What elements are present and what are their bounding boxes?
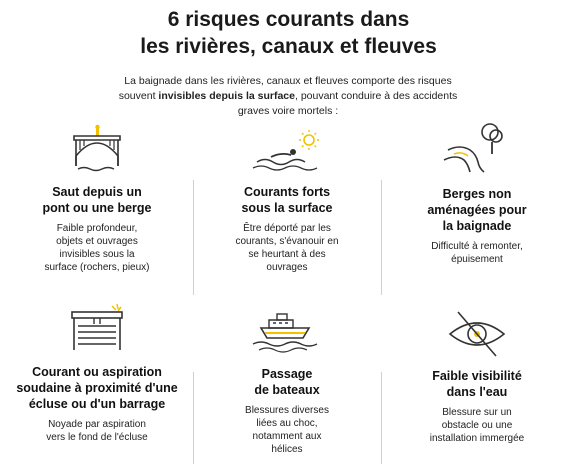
title-line-1: 6 risques courants dans <box>167 8 410 31</box>
title-line-2: les rivières, canaux et fleuves <box>140 35 437 58</box>
intro-paragraph <box>118 74 458 119</box>
crossed-eye-icon <box>442 308 512 358</box>
risk-description: Difficulté à remonter, épuisement <box>431 241 523 265</box>
risk-title: Courant ou aspiration soudaine à proximité d'une écluse ou d'un barrage <box>16 365 178 411</box>
risk-description: Être déporté par les courants, s'évanouir en se heurtant à des ouvrages <box>235 223 339 273</box>
risk-title: Faible visibilité dans l'eau <box>432 369 522 399</box>
risk-title: Passage de bateaux <box>254 367 320 397</box>
intro-text-2: , pouvant conduire à des accidents graves voire mortels : <box>237 90 458 117</box>
intro-text-1: La baignade dans les rivières, canaux et fleuves comporte des risques souvent <box>118 75 452 102</box>
risk-card-lock <box>2 304 192 444</box>
swimmer-current-icon <box>247 124 327 174</box>
risk-title: Berges non aménagées pour la baignade <box>427 187 527 233</box>
lock-gate-icon <box>62 304 132 354</box>
bridge-icon <box>62 124 132 174</box>
riverbank-tree-icon <box>442 120 512 174</box>
risk-title: Saut depuis un pont ou une berge <box>42 185 152 215</box>
risk-description: Noyade par aspiration vers le fond de l'écluse <box>46 419 148 443</box>
risk-description: Blessure sur un obstacle ou une installation immergée <box>429 407 525 444</box>
intro-bold: invisibles depuis la surface <box>158 90 295 102</box>
risk-card-jump <box>2 124 192 274</box>
page-title <box>0 6 577 60</box>
risk-title: Courants forts sous la surface <box>241 185 333 215</box>
boat-icon <box>247 310 327 354</box>
risk-description: Blessures diverses liées au choc, notamment aux hélices <box>245 405 329 455</box>
risk-card-banks <box>382 120 572 266</box>
risk-card-visibility <box>382 308 572 445</box>
risk-card-currents <box>192 124 382 274</box>
risk-description: Faible profondeur, objets et ouvrages invisibles sous la surface (rochers, pieux) <box>44 223 150 273</box>
risk-card-boats <box>192 310 382 456</box>
